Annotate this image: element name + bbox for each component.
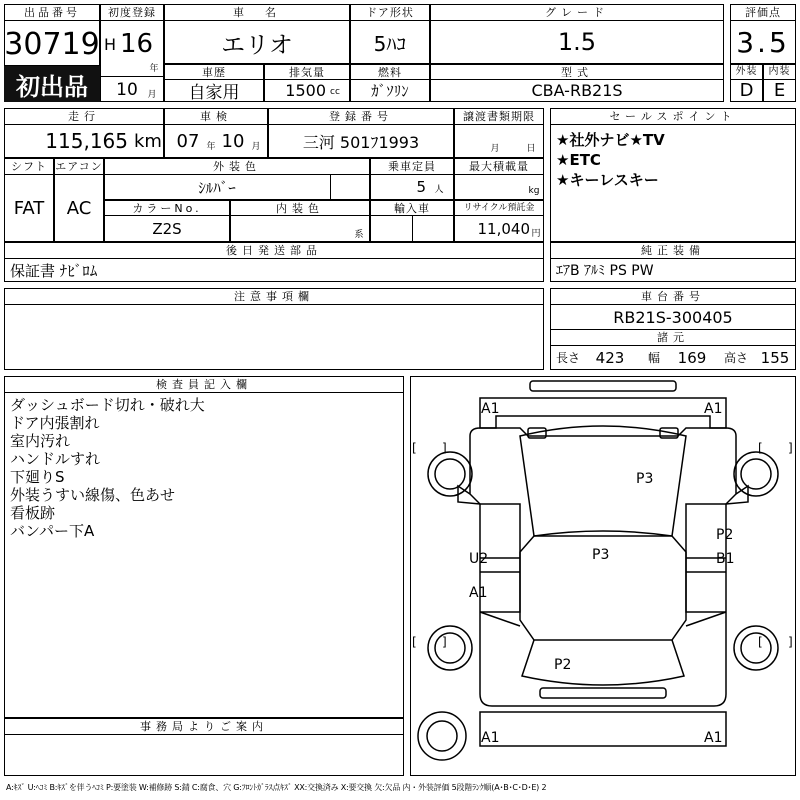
- inspector-line: ハンドルすれ: [10, 450, 101, 468]
- model-header: 型式: [430, 64, 724, 80]
- ext-color-header: 外装色: [104, 158, 370, 175]
- later-parts-header: 後日発送部品: [4, 242, 544, 259]
- mark-right-door-lower: B1: [716, 551, 735, 567]
- ext-header: 外装: [730, 64, 763, 80]
- insp-year-unit: 年: [206, 141, 216, 152]
- transfer-header: 譲渡書類期限: [454, 108, 544, 125]
- model-value: CBA-RB21S: [531, 81, 623, 100]
- mark-left-door-upper: U2: [469, 551, 489, 567]
- reg-divider: [100, 76, 164, 77]
- mileage-unit: km: [134, 130, 162, 152]
- transfer-day-unit: 日: [526, 143, 536, 154]
- bracket-right-bottom: ]: [442, 635, 447, 649]
- inspector-header: 検査員記入欄: [4, 376, 404, 393]
- mileage-header: 走行: [4, 108, 164, 125]
- score-value: 3.5: [736, 25, 790, 59]
- year-unit: 年: [149, 63, 159, 74]
- ext-color-value: ｼﾙﾊﾞｰ: [198, 178, 236, 197]
- inspector-line: 下廻りS: [10, 468, 65, 486]
- first-reg-year: 16: [120, 29, 154, 59]
- capacity-value: 5: [416, 178, 426, 196]
- bracket-left-top: [: [412, 441, 417, 455]
- inspector-line: ダッシュボード切れ・破れ大: [10, 396, 205, 414]
- bracket-left-bottom2: [: [758, 635, 763, 649]
- sales-points-list: [556, 130, 792, 190]
- reg-number-value: 三河 501ﾌ1993: [302, 132, 420, 152]
- load-header: 最大積載量: [454, 158, 544, 175]
- capacity-unit: 人: [434, 184, 444, 195]
- transfer-month-unit: 月: [490, 143, 500, 154]
- grade-header: グレード: [430, 4, 724, 21]
- inspector-line: 外装うすい線傷、色あせ: [10, 486, 176, 504]
- era-letter: H: [104, 34, 117, 54]
- legend-text: A:ｷｽﾞ U:ﾍｺﾐ B:ｷｽﾞを伴うﾍｺﾐ P:要塗装 W:補修跡 S:錆 C:腐食、穴 G:ﾌﾛﾝﾄｶﾞﾗｽ点ｷｽﾞ XX:交換済み X:要交換 欠:欠品 内・外装評価 5段階ﾗﾝｸ順(A･B･C･D･E) 2: [6, 782, 547, 792]
- shift-value: FAT: [13, 197, 45, 219]
- first-reg-header: 初度登録: [100, 4, 164, 21]
- inspector-notes: [10, 396, 400, 540]
- car-body-diagram: [410, 376, 796, 776]
- first-sale-label: 初出品: [16, 72, 88, 101]
- color-no-header: カラーNo.: [104, 200, 230, 216]
- inspector-line: 室内汚れ: [10, 432, 71, 450]
- bracket-left-top2: [: [758, 441, 763, 455]
- bracket-right-top2: ]: [788, 441, 793, 455]
- chassis-header: 車台番号: [550, 288, 796, 305]
- insp-year: 07: [176, 130, 200, 152]
- bracket-left-bottom: [: [412, 635, 417, 649]
- int-header: 内装: [763, 64, 796, 80]
- ext-value: D: [739, 80, 754, 101]
- mileage-value: 115,165: [45, 129, 128, 153]
- inspector-line: 看板跡: [10, 504, 56, 522]
- chassis-value: RB21S-300405: [613, 307, 733, 327]
- bracket-right-bottom2: ]: [788, 635, 793, 649]
- import-divider: [412, 215, 413, 242]
- inspector-line: ドア内張割れ: [10, 414, 100, 432]
- color-no-value: Z2S: [152, 219, 182, 238]
- history-value: 自家用: [188, 83, 240, 103]
- fuel-value: ｶﾞｿﾘﾝ: [371, 82, 409, 100]
- displacement-unit: cc: [330, 87, 340, 97]
- height-value: 155: [760, 348, 790, 367]
- length-value: 423: [595, 348, 625, 367]
- dims-header: 諸元: [550, 329, 796, 346]
- shift-header: シフト: [4, 158, 54, 175]
- first-sale-badge: [4, 66, 100, 102]
- recycle-unit: 円: [531, 228, 541, 239]
- lot-number: 30719: [4, 26, 100, 62]
- office-box: [4, 734, 404, 776]
- notes-box: [4, 304, 544, 370]
- mark-front-right: A1: [704, 401, 723, 417]
- door-header: ドア形状: [350, 4, 430, 21]
- int-color-header: 内装色: [230, 200, 370, 216]
- mark-rear-left: A1: [481, 730, 500, 746]
- door-value: 5ﾊｺ: [373, 31, 407, 56]
- int-color-box: [230, 215, 370, 242]
- length-label: 長さ: [556, 351, 581, 365]
- sales-point-item: ★ETC: [556, 151, 601, 169]
- displacement-header: 排気量: [264, 64, 350, 80]
- lot-header: 出品番号: [4, 4, 100, 21]
- mark-hood: P3: [636, 471, 654, 487]
- insp-month-unit: 月: [251, 141, 261, 152]
- month-unit: 月: [147, 89, 157, 100]
- score-header: 評価点: [730, 4, 796, 21]
- load-unit: kg: [528, 186, 540, 196]
- later-parts-value: 保証書 ﾅﾋﾞﾛﾑ: [10, 261, 98, 280]
- width-value: 169: [677, 348, 707, 367]
- mark-right-door-upper: P2: [716, 527, 734, 543]
- notes-header: 注意事項欄: [4, 288, 544, 305]
- first-reg-month: 10: [116, 80, 138, 100]
- mark-front-left: A1: [481, 401, 500, 417]
- int-value: E: [773, 80, 786, 101]
- sales-point-item: ★社外ナビ★TV: [556, 131, 665, 149]
- grade-value: 1.5: [557, 28, 597, 56]
- recycle-value: 11,040: [477, 219, 530, 238]
- capacity-header: 乗車定員: [370, 158, 454, 175]
- ext-color-divider: [330, 174, 331, 200]
- inspector-line: バンパー下A: [10, 522, 95, 540]
- width-label: 幅: [648, 351, 661, 365]
- inspection-header: 車検: [164, 108, 268, 125]
- office-header: 事務局よりご案内: [4, 718, 404, 735]
- equipment-header: 純正装備: [550, 242, 796, 259]
- sales-points-header: セールスポイント: [550, 108, 796, 125]
- import-header: 輸入車: [370, 200, 454, 216]
- mark-left-rear-door: A1: [469, 585, 488, 601]
- int-color-unit: 系: [354, 229, 364, 240]
- sales-point-item: ★キーレスキー: [556, 171, 659, 189]
- fuel-header: 燃料: [350, 64, 430, 80]
- mark-roof: P3: [592, 547, 610, 563]
- car-name-header: 車 名: [164, 4, 350, 21]
- recycle-header: リサイクル預託金: [454, 200, 544, 216]
- mark-rear-right: A1: [704, 730, 723, 746]
- reg-number-header: 登録番号: [268, 108, 454, 125]
- height-label: 高さ: [724, 351, 749, 365]
- bracket-right-top: ]: [442, 441, 447, 455]
- mark-rear: P2: [554, 657, 572, 673]
- ac-header: エアコン: [55, 160, 103, 173]
- displacement-value: 1500: [285, 81, 326, 100]
- car-name: エリオ: [221, 30, 293, 59]
- ac-value: AC: [66, 197, 92, 219]
- insp-month: 10: [221, 130, 245, 152]
- equipment-value: ｴｱB ｱﾙﾐ PS PW: [556, 263, 654, 279]
- history-header: 車歴: [164, 64, 264, 80]
